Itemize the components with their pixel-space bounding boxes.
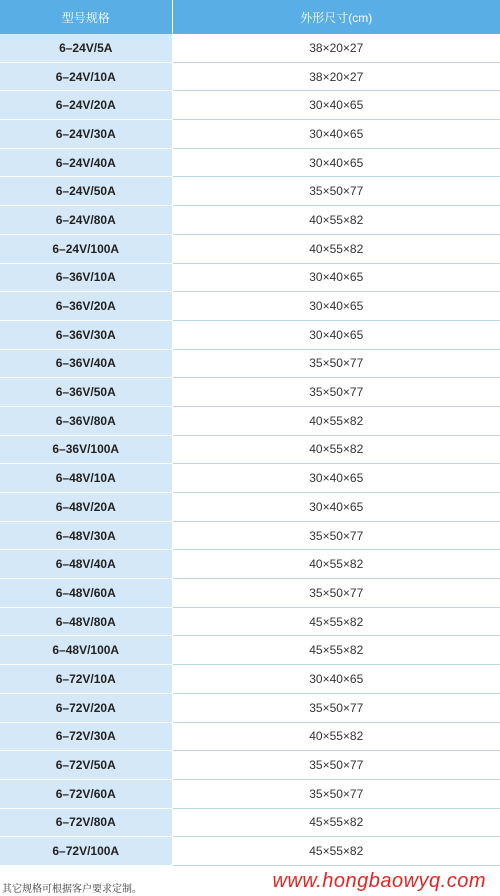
dimensions-cell: 40×55×82 [172,550,500,579]
dimensions-cell: 35×50×77 [172,378,500,407]
dimensions-cell: 30×40×65 [172,120,500,149]
dimensions-cell: 45×55×82 [172,837,500,866]
table-row [0,206,500,235]
model-cell: 6–48V/100A [0,636,172,665]
table-row [0,148,500,177]
dimensions-cell: 35×50×77 [172,521,500,550]
table-row [0,722,500,751]
dimensions-cell: 30×40×65 [172,91,500,120]
model-cell: 6–72V/30A [0,722,172,751]
dimensions-cell: 30×40×65 [172,665,500,694]
model-cell: 6–24V/10A [0,62,172,91]
table-row [0,320,500,349]
model-cell: 6–48V/10A [0,464,172,493]
model-cell: 6–72V/60A [0,779,172,808]
model-cell: 6–48V/40A [0,550,172,579]
table-row [0,62,500,91]
website-url[interactable]: www.hongbaowyq.com [272,870,486,892]
model-cell: 6–36V/10A [0,263,172,292]
model-cell: 6–24V/80A [0,206,172,235]
dimensions-cell: 40×55×82 [172,435,500,464]
table-row [0,521,500,550]
table-row [0,550,500,579]
dimensions-cell: 40×55×82 [172,234,500,263]
dimensions-cell: 38×20×27 [172,62,500,91]
model-cell: 6–24V/50A [0,177,172,206]
model-cell: 6–36V/40A [0,349,172,378]
header-dimensions: 外形尺寸(cm) [172,0,500,34]
table-row [0,435,500,464]
dimensions-cell: 35×50×77 [172,779,500,808]
dimensions-cell: 30×40×65 [172,464,500,493]
model-cell: 6–24V/20A [0,91,172,120]
model-cell: 6–48V/30A [0,521,172,550]
model-cell: 6–48V/20A [0,493,172,522]
model-cell: 6–36V/100A [0,435,172,464]
table-body [0,34,500,865]
model-cell: 6–24V/30A [0,120,172,149]
table-row [0,292,500,321]
dimensions-cell: 45×55×82 [172,636,500,665]
dimensions-cell: 38×20×27 [172,34,500,62]
table-row [0,779,500,808]
dimensions-cell: 40×55×82 [172,722,500,751]
table-row [0,177,500,206]
table-row [0,636,500,665]
table-row [0,493,500,522]
dimensions-cell: 30×40×65 [172,493,500,522]
dimensions-cell: 30×40×65 [172,320,500,349]
dimensions-cell: 35×50×77 [172,693,500,722]
model-cell: 6–24V/100A [0,234,172,263]
table-row [0,693,500,722]
dimensions-cell: 30×40×65 [172,292,500,321]
model-cell: 6–36V/80A [0,406,172,435]
table-row [0,91,500,120]
model-cell: 6–36V/20A [0,292,172,321]
dimensions-cell: 45×55×82 [172,808,500,837]
table-row [0,751,500,780]
model-cell: 6–48V/80A [0,607,172,636]
table-row [0,665,500,694]
table-row [0,349,500,378]
table-row [0,607,500,636]
model-cell: 6–72V/10A [0,665,172,694]
model-cell: 6–36V/30A [0,320,172,349]
table-row [0,808,500,837]
dimensions-cell: 35×50×77 [172,579,500,608]
dimensions-cell: 30×40×65 [172,263,500,292]
dimensions-cell: 40×55×82 [172,206,500,235]
model-cell: 6–72V/20A [0,693,172,722]
table-row [0,837,500,866]
table-row [0,406,500,435]
table-row [0,34,500,62]
dimensions-cell: 35×50×77 [172,349,500,378]
table-row [0,234,500,263]
table-row [0,378,500,407]
table-row [0,464,500,493]
table-row [0,263,500,292]
model-cell: 6–72V/50A [0,751,172,780]
footer-note: 其它规格可根据客户要求定制。 [2,884,142,895]
dimensions-cell: 40×55×82 [172,406,500,435]
model-cell: 6–48V/60A [0,579,172,608]
dimensions-cell: 45×55×82 [172,607,500,636]
dimensions-cell: 35×50×77 [172,177,500,206]
table-header [0,0,500,34]
table-row [0,120,500,149]
header-model: 型号规格 [0,0,172,34]
model-cell: 6–72V/80A [0,808,172,837]
model-cell: 6–24V/40A [0,148,172,177]
dimensions-cell: 30×40×65 [172,148,500,177]
table-row [0,579,500,608]
dimensions-cell: 35×50×77 [172,751,500,780]
model-cell: 6–72V/100A [0,837,172,866]
model-cell: 6–36V/50A [0,378,172,407]
model-cell: 6–24V/5A [0,34,172,62]
